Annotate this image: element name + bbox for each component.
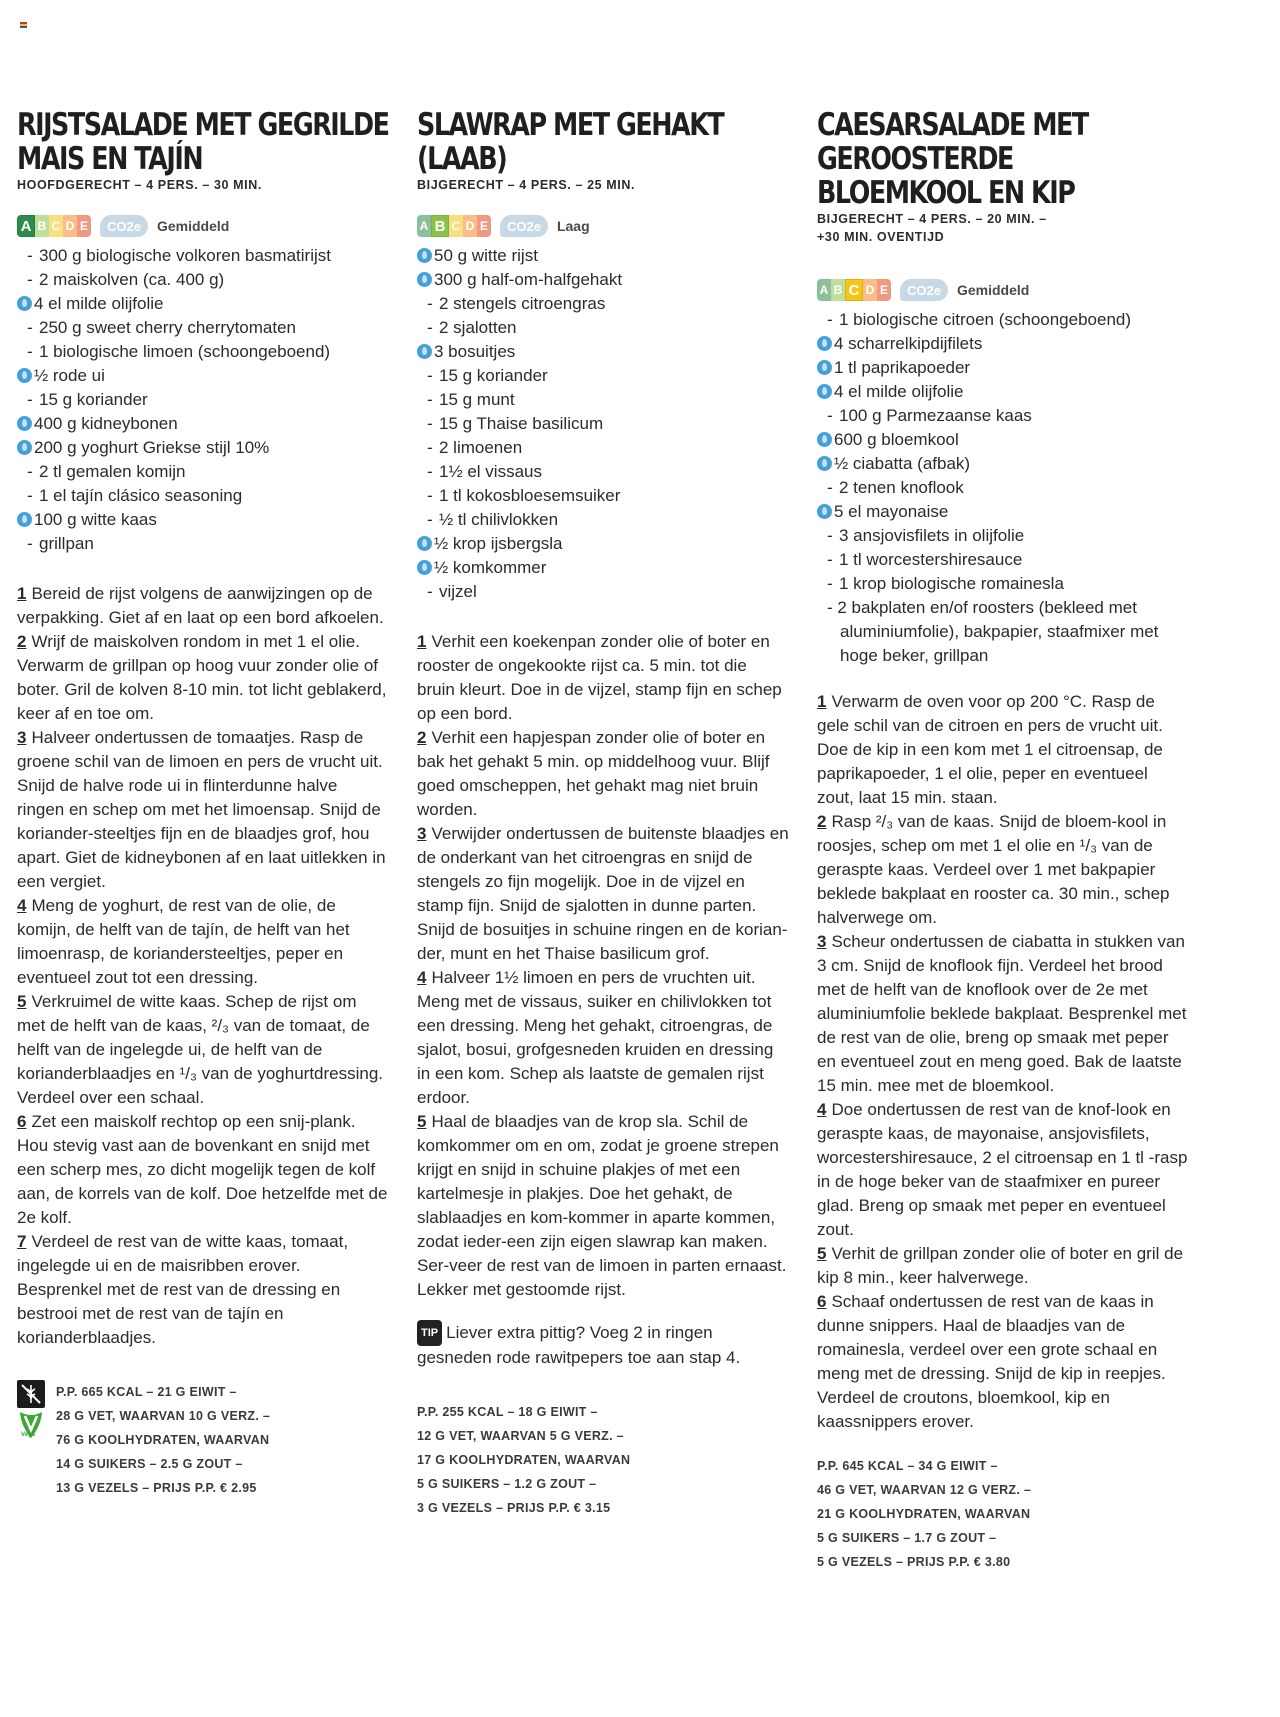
step-paragraph (17, 894, 389, 990)
ingredient-text: 5 el mayonaise (834, 502, 949, 521)
ingredient-text: 1 el tajín clásico seasoning (39, 486, 243, 505)
score-row (417, 212, 789, 240)
ingredient-text: 200 g yoghurt Griekse stijl 10% (34, 438, 270, 457)
ingredient-item (17, 484, 389, 508)
recipe-subtitle: BIJGERECHT – 4 PERS. – 25 MIN. (417, 178, 636, 192)
nutri-score-grade-b: B (35, 215, 49, 237)
ingredient-item (417, 436, 789, 460)
co2e-icon: CO2e (100, 215, 148, 237)
ingredient-text: 50 g witte rijst (434, 246, 538, 265)
step-number: 2 (17, 632, 27, 651)
co2e-level: Laag (556, 218, 590, 234)
ingredient-item (17, 316, 389, 340)
ingredient-item (417, 340, 789, 364)
step-paragraph (817, 1098, 1189, 1242)
recipe-title (17, 108, 394, 176)
sustainable-choice-icon (817, 504, 832, 519)
step-paragraph (817, 930, 1189, 1098)
ingredient-item (817, 596, 1189, 668)
tip-box (417, 1320, 789, 1370)
ingredient-text: ½ tl chilivlokken (439, 510, 559, 529)
step-text: Doe ondertussen de rest van de knof-look en geraspte kaas, de mayonaise, ansjovisfilets, worcestershiresauce, 2 el citroensap en 1 tl -rasp in de hoge beker van de staafmixer en pureer glad. Breng op smaak met peper en eventueel zout. (817, 1100, 1188, 1239)
ingredient-list (817, 308, 1189, 668)
ingredient-text: 2 tl gemalen komijn (39, 462, 186, 481)
step-paragraph (417, 1110, 789, 1302)
nutri-score-grade-a: A (817, 279, 831, 301)
ingredient-list (417, 244, 789, 604)
step-text: Verwarm de oven voor op 200 °C. Rasp de gele schil van de citroen en pers de vrucht uit. Doe de kip in een kom met 1 el citroensap, de paprikapoeder, 1 el olie, peper en eventueel zout, laat 15 min. staan. (817, 692, 1163, 807)
ingredient-item (17, 268, 389, 292)
step-paragraph (17, 1110, 389, 1230)
step-text: Haal de blaadjes van de krop sla. Schil de komkommer om en om, zodat je groene strepen krijgt en snijd in schuine plakjes of met een kartelmesje in plakjes. Doe het gehakt, de slablaadjes en kom-kommer in aparte kommen, zodat ieder-een zijn eigen slawrap kan maken. Ser-veer de rest van de limoen in parten ernaast. Lekker met gestoomde rijst. (417, 1112, 787, 1299)
ingredient-item (17, 340, 389, 364)
step-number: 3 (17, 728, 27, 747)
nutri-score-grade-c: C (49, 215, 63, 237)
nutri-score-grade-e: E (77, 215, 91, 237)
step-number: 7 (17, 1232, 27, 1251)
ingredient-text: ½ komkommer (434, 558, 547, 577)
nutri-score-grade-b: B (831, 279, 845, 301)
ingredient-item (817, 380, 1189, 404)
nutri-score-grade-c: C (845, 279, 863, 301)
ingredient-item (17, 292, 389, 316)
nutrition-line: 46 G VET, WAARVAN 12 G VERZ. – (817, 1483, 1032, 1497)
ingredient-item (817, 452, 1189, 476)
step-number: 2 (417, 728, 427, 747)
ingredient-text: 300 g half-om-halfgehakt (434, 270, 623, 289)
nutri-score-grade-e: E (877, 279, 891, 301)
nutrition-line: 28 G VET, WAARVAN 10 G VERZ. – (56, 1409, 271, 1423)
sustainable-choice-icon (417, 344, 432, 359)
sustainable-choice-icon (417, 272, 432, 287)
preparation-steps (817, 690, 1189, 1434)
ingredient-item (417, 508, 789, 532)
co2e-level: Gemiddeld (956, 282, 1030, 298)
ingredient-text: 2 tenen knoflook (839, 478, 964, 497)
recipe-title-line: CAESARSALADE MET (817, 107, 1088, 143)
sustainable-choice-icon (817, 384, 832, 399)
nutrition-line: 5 G SUIKERS – 1.7 G ZOUT – (817, 1531, 997, 1545)
nutri-score-grade-d: D (63, 215, 77, 237)
ingredient-item (817, 548, 1189, 572)
step-number: 6 (17, 1112, 27, 1131)
recipe-title-line: RIJSTSALADE MET GEGRILDE (17, 107, 389, 143)
nutrition-info (417, 1400, 789, 1520)
step-paragraph (817, 1290, 1189, 1434)
ingredient-item (417, 364, 789, 388)
ingredient-text: 1 tl kokosbloesemsuiker (439, 486, 621, 505)
nutri-score-grade-a: A (17, 215, 35, 237)
ingredient-item (417, 460, 789, 484)
step-number: 3 (817, 932, 827, 951)
ingredient-item (817, 500, 1189, 524)
ingredient-item (817, 356, 1189, 380)
ingredient-text: ½ rode ui (34, 366, 105, 385)
ingredient-text: 1 biologische citroen (schoongeboend) (839, 310, 1132, 329)
ingredient-text: 4 scharrelkipdijfilets (834, 334, 983, 353)
step-paragraph (417, 822, 789, 966)
recipe-title-line: SLAWRAP MET GEHAKT (LAAB) (417, 107, 724, 177)
preparation-steps (417, 630, 789, 1302)
step-text: Schaaf ondertussen de rest van de kaas in dunne snippers. Haal de blaadjes van de romainesla, verdeel over een grote schaal en meng met de dressing. Snijd de kip in reepjes. Verdeel de croutons, bloemkool, kip en kaassnippers erover. (817, 1292, 1166, 1431)
step-number: 5 (17, 992, 27, 1011)
nutrition-line: 17 G KOOLHYDRATEN, WAARVAN (417, 1453, 631, 1467)
ingredient-text: 3 ansjovisfilets in olijfolie (839, 526, 1025, 545)
step-paragraph (417, 726, 789, 822)
step-number: 5 (417, 1112, 427, 1131)
step-number: 4 (817, 1100, 827, 1119)
nutrition-info (817, 1454, 1189, 1574)
step-text: Rasp ²/₃ van de kaas. Snijd de bloem-kool in roosjes, schep om met 1 el olie en ¹/₃ van de geraspte kaas. Verdeel over 1 met bakpapier beklede bakplaat en rooster ca. 30 min., schep halverwege om. (817, 812, 1170, 927)
step-text: Verhit een hapjespan zonder olie of boter en bak het gehakt 5 min. op middelhoog vuur. Blijf goed omscheppen, het gehakt mag niet bruin worden. (417, 728, 770, 819)
sustainable-choice-icon (417, 248, 432, 263)
step-text: Halveer ondertussen de tomaatjes. Rasp de groene schil van de limoen en pers de vrucht uit. Snijd de halve rode ui in flinterdunne halve ringen en schep om met het limoensap. Snijd de koriander-steeltjes fijn en de blaadjes grof, hou apart. Giet de kidneybonen af en laat uitlekken in een vergiet. (17, 728, 386, 891)
ingredient-text: 2 maiskolven (ca. 400 g) (39, 270, 225, 289)
sustainable-choice-icon (17, 416, 32, 431)
sustainable-choice-icon (817, 432, 832, 447)
step-number: 6 (817, 1292, 827, 1311)
language-flag-icon[interactable] (20, 22, 27, 28)
step-paragraph (17, 1230, 389, 1350)
ingredient-item (17, 532, 389, 556)
ingredient-item (817, 428, 1189, 452)
nutri-score-badge (417, 215, 491, 237)
step-text: Verkruimel de witte kaas. Schep de rijst om met de helft van de kaas, ²/₃ van de tomaat, de helft van de ingelegde ui, de helft van de korianderblaadjes en ¹/₃ van de yoghurtdressing. Verdeel over een schaal. (17, 992, 384, 1107)
nutrition-line: 21 G KOOLHYDRATEN, WAARVAN (817, 1507, 1031, 1521)
sustainable-choice-icon (17, 440, 32, 455)
sustainable-choice-icon (17, 296, 32, 311)
step-number: 4 (17, 896, 27, 915)
ingredient-item (817, 524, 1189, 548)
ingredient-list (17, 244, 389, 556)
score-row (17, 212, 389, 240)
step-number: 4 (417, 968, 427, 987)
step-number: 2 (817, 812, 827, 831)
co2e-icon: CO2e (500, 215, 548, 237)
ingredient-text: 1 tl paprikapoeder (834, 358, 971, 377)
step-text: Scheur ondertussen de ciabatta in stukken van 3 cm. Snijd de knoflook fijn. Verdeel het brood met de helft van de knoflook over de 2e met aluminiumfolie beklede bakplaat. Besprenkel met de rest van de olie, breng op smaak met peper en eventueel zout en meng goed. Bak de laatste 15 min. mee met de bloemkool. (817, 932, 1187, 1095)
ingredient-text: 2 stengels citroengras (439, 294, 606, 313)
step-number: 3 (417, 824, 427, 843)
ingredient-item (17, 460, 389, 484)
ingredient-item (417, 268, 789, 292)
nutrition-line: 3 G VEZELS – PRIJS P.P. € 3.15 (417, 1501, 611, 1515)
ingredient-text: 300 g biologische volkoren basmatirijst (39, 246, 331, 265)
ingredient-item (817, 332, 1189, 356)
sustainable-choice-icon (817, 360, 832, 375)
step-text: Bereid de rijst volgens de aanwijzingen op de verpakking. Giet af en laat op een bord afkoelen. (17, 584, 384, 627)
step-text: Meng de yoghurt, de rest van de olie, de komijn, de helft van de tajín, de helft van het limoenrasp, de koriandersteeltjes, peper en eventueel zout tot een dressing. (17, 896, 350, 987)
ingredient-item (417, 556, 789, 580)
step-text: Verhit een koekenpan zonder olie of boter en rooster de ongekookte rijst ca. 5 min. tot die bruin kleurt. Doe in de vijzel, stamp fijn en schep op een bord. (417, 632, 782, 723)
ingredient-item (17, 436, 389, 460)
nutrition-info (17, 1380, 389, 1500)
recipe-title (817, 108, 1194, 210)
step-number: 5 (817, 1244, 827, 1263)
ingredient-text: 2 limoenen (439, 438, 523, 457)
recipe-title-line: GEROOSTERDE (817, 141, 1013, 177)
tip-text: Liever extra pittig? Voeg 2 in ringen gesneden rode rawitpepers toe aan stap 4. (417, 1323, 741, 1367)
step-paragraph (417, 966, 789, 1110)
nutri-score-grade-e: E (477, 215, 491, 237)
recipe-card-rijstsalade (17, 108, 389, 1500)
nutri-score-grade-d: D (463, 215, 477, 237)
ingredient-item (17, 244, 389, 268)
recipe-subtitle: BIJGERECHT – 4 PERS. – 20 MIN. – (817, 212, 1047, 226)
nutri-score-grade-a: A (417, 215, 431, 237)
tip-badge: TIP (417, 1320, 442, 1346)
ingredient-item (817, 572, 1189, 596)
step-paragraph (17, 726, 389, 894)
recipe-title-line: MAIS EN TAJÍN (17, 141, 203, 177)
ingredient-item (817, 476, 1189, 500)
ingredient-text: 250 g sweet cherry cherrytomaten (39, 318, 297, 337)
ingredient-text: - 2 bakplaten en/of roosters (bekleed met aluminiumfolie), bakpapier, staafmixer met hoge beker, grillpan (827, 598, 1159, 665)
recipe-subtitle: HOOFDGERECHT – 4 PERS. – 30 MIN. (17, 178, 262, 192)
sustainable-choice-icon (17, 368, 32, 383)
vega-label: Vega (21, 1432, 36, 1438)
step-number: 1 (417, 632, 427, 651)
step-text: Halveer 1½ limoen en pers de vruchten uit. Meng met de vissaus, suiker en chilivlokken tot een dressing. Meng het gehakt, citroengras, de sjalot, bosui, grofgesneden kruiden en dressing in een kom. Schep als laatste de gemalen rijst erdoor. (417, 968, 774, 1107)
ingredient-item (417, 244, 789, 268)
step-paragraph (17, 582, 389, 630)
recipe-title-line: BLOEMKOOL EN KIP (817, 175, 1075, 211)
nutrition-line: 14 G SUIKERS – 2.5 G ZOUT – (56, 1457, 243, 1471)
nutrition-line: P.P. 645 KCAL – 34 G EIWIT – (817, 1459, 998, 1473)
nutrition-line: 76 G KOOLHYDRATEN, WAARVAN (56, 1433, 270, 1447)
ingredient-item (417, 580, 789, 604)
step-text: Verdeel de rest van de witte kaas, tomaat, ingelegde ui en de maisribben erover. Besprenkel met de rest van de dressing en bestrooi met de rest van de tajín en korianderblaadjes. (17, 1232, 349, 1347)
sustainable-choice-icon (17, 512, 32, 527)
step-paragraph (17, 630, 389, 726)
ingredient-item (817, 404, 1189, 428)
ingredient-text: 100 g Parmezaanse kaas (839, 406, 1032, 425)
ingredient-item (417, 316, 789, 340)
ingredient-text: 1 krop biologische romainesla (839, 574, 1064, 593)
ingredient-text: 2 sjalotten (439, 318, 517, 337)
nutrition-line: 13 G VEZELS – PRIJS P.P. € 2.95 (56, 1481, 257, 1495)
ingredient-text: 1 biologische limoen (schoongeboend) (39, 342, 331, 361)
step-paragraph (17, 990, 389, 1110)
recipe-subtitle: +30 MIN. OVENTIJD (817, 230, 945, 244)
nutrition-line: P.P. 255 KCAL – 18 G EIWIT – (417, 1405, 598, 1419)
step-text: Zet een maiskolf rechtop op een snij-plank. Hou stevig vast aan de bovenkant en snijd met een scherp mes, zo dicht mogelijk tegen de kolf aan, de korrels van de kolf. Doe hetzelfde met de 2e kolf. (17, 1112, 388, 1227)
recipe-title (417, 108, 794, 176)
recipe-card-caesarsalade (817, 108, 1189, 1574)
score-row (817, 276, 1189, 304)
ingredient-item (17, 364, 389, 388)
ingredient-item (17, 388, 389, 412)
nutri-score-badge (17, 215, 91, 237)
co2e-level: Gemiddeld (156, 218, 230, 234)
ingredient-text: 15 g koriander (439, 366, 548, 385)
ingredient-text: ½ krop ijsbergsla (434, 534, 563, 553)
ingredient-text: 15 g koriander (39, 390, 148, 409)
recipe-card-slawrap (417, 108, 789, 1520)
ingredient-text: ½ ciabatta (afbak) (834, 454, 971, 473)
step-number: 1 (17, 584, 27, 603)
step-paragraph (817, 810, 1189, 930)
ingredient-text: 15 g Thaise basilicum (439, 414, 604, 433)
ingredient-text: 100 g witte kaas (34, 510, 157, 529)
ingredient-text: vijzel (439, 582, 477, 601)
step-text: Verhit de grillpan zonder olie of boter en gril de kip 8 min., keer halverwege. (817, 1244, 1184, 1287)
nutrition-line: 12 G VET, WAARVAN 5 G VERZ. – (417, 1429, 624, 1443)
step-paragraph (817, 1242, 1189, 1290)
nutri-score-grade-c: C (449, 215, 463, 237)
ingredient-text: 1 tl worcestershiresauce (839, 550, 1023, 569)
ingredient-text: 15 g munt (439, 390, 515, 409)
step-text: Wrijf de maiskolven rondom in met 1 el olie. Verwarm de grillpan op hoog vuur zonder olie of boter. Gril de kolven 8-10 min. tot licht geblakerd, keer af en toe om. (17, 632, 387, 723)
ingredient-text: 4 el milde olijfolie (34, 294, 164, 313)
ingredient-text: grillpan (39, 534, 94, 553)
ingredient-item (417, 532, 789, 556)
co2e-icon: CO2e (900, 279, 948, 301)
step-paragraph (417, 630, 789, 726)
ingredient-text: 3 bosuitjes (434, 342, 516, 361)
ingredient-item (17, 412, 389, 436)
sustainable-choice-icon (817, 336, 832, 351)
ingredient-text: 400 g kidneybonen (34, 414, 178, 433)
sustainable-choice-icon (417, 560, 432, 575)
gluten-free-icon (17, 1380, 45, 1408)
step-text: Verwijder ondertussen de buitenste blaadjes en de onderkant van het citroengras en snijd de stengels zo fijn mogelijk. Doe in de vijzel en stamp fijn. Snijd de sjalotten in dunne parten. Snijd de bosuitjes in schuine ringen en de korian-der, munt en het Thaise basilicum grof. (417, 824, 789, 963)
diet-badges (17, 1380, 45, 1442)
ingredient-text: 4 el milde olijfolie (834, 382, 964, 401)
ingredient-item (417, 412, 789, 436)
ingredient-item (817, 308, 1189, 332)
sustainable-choice-icon (417, 536, 432, 551)
nutri-score-grade-b: B (431, 215, 449, 237)
nutrition-line: 5 G SUIKERS – 1.2 G ZOUT – (417, 1477, 597, 1491)
ingredient-text: 600 g bloemkool (834, 430, 959, 449)
ingredient-item (417, 292, 789, 316)
nutrition-line: P.P. 665 KCAL – 21 G EIWIT – (56, 1385, 237, 1399)
ingredient-item (17, 508, 389, 532)
nutri-score-grade-d: D (863, 279, 877, 301)
nutrition-line: 5 G VEZELS – PRIJS P.P. € 3.80 (817, 1555, 1011, 1569)
ingredient-text: 1½ el vissaus (439, 462, 542, 481)
nutri-score-badge (817, 279, 891, 301)
sustainable-choice-icon (817, 456, 832, 471)
ingredient-item (417, 484, 789, 508)
ingredient-item (417, 388, 789, 412)
step-number: 1 (817, 692, 827, 711)
step-paragraph (817, 690, 1189, 810)
preparation-steps (17, 582, 389, 1350)
